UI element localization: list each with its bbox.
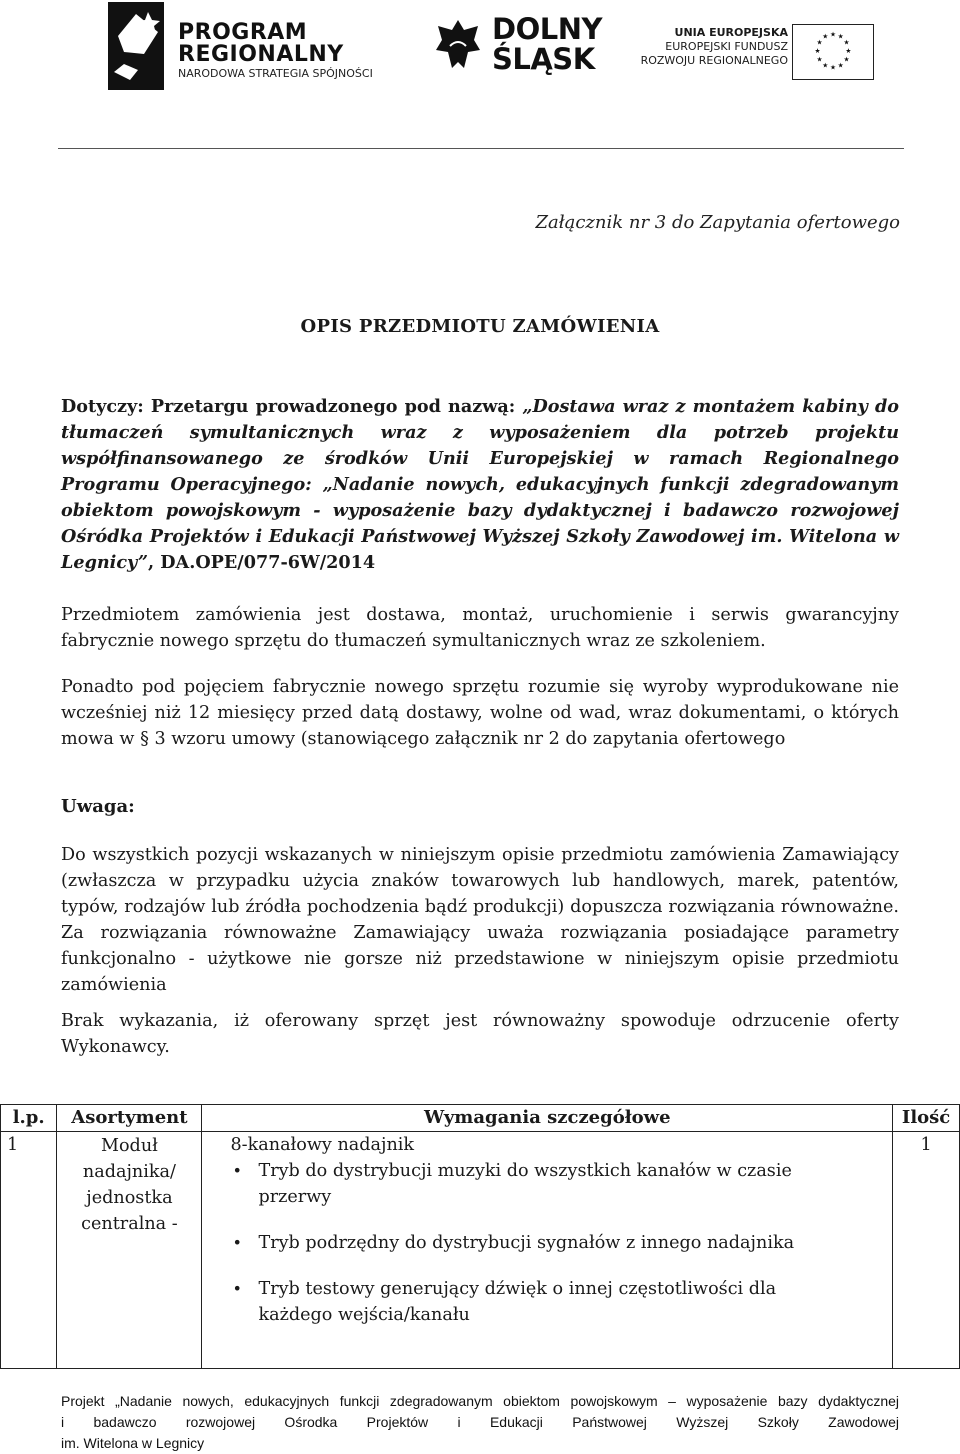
footer-line2: i badawczo rozwojowej Ośrodka Projektów i Edukacji Państwowej Wyższej Szkoły Zawodowej — [61, 1414, 899, 1430]
row-assortment: Moduł nadajnika/ jednostka centralna - — [57, 1132, 202, 1369]
footer-line3: im. Witelona w Legnicy — [61, 1435, 205, 1451]
eu-flag-icon — [792, 24, 874, 80]
tender-name: „Dostawa wraz z montażem kabiny do tłumaczeń symultanicznych wraz z wyposażeniem dla potrzeb projektu współfinansowanego ze środków Unii Europejskiej w ramach Regionalnego Programu Operacyjnego: „Nadanie nowych, edukacyjnych funkcji zdegradowanym obiektom powojskowym - wyposażenie bazy dydaktycznej i badawczo rozwojowej Ośródka Projektów i Edukacji Państwowej Wyższej Szkoły Zawodowej im. Witelona w Legnicy” — [61, 396, 899, 573]
svg-text:★: ★ — [816, 55, 823, 64]
rejection-paragraph: Brak wykazania, iż oferowany sprzęt jest równoważny spowoduje odrzucenie oferty Wykonawcy. — [61, 1011, 899, 1057]
svg-text:★: ★ — [843, 38, 850, 47]
subject-paragraph: Przedmiotem zamówienia jest dostawa, montaż, uruchomienie i serwis gwarancyjny fabrycznie nowego sprzętu do tłumaczeń symultanicznych wraz ze szkoleniem. — [61, 605, 899, 651]
dolny-slask-logo — [434, 14, 609, 86]
svg-text:★: ★ — [814, 46, 821, 55]
table-header-row — [1, 1105, 960, 1132]
program-logo-line3: NARODOWA STRATEGIA SPÓJNOŚCI — [178, 67, 373, 80]
concerns-paragraph — [61, 394, 899, 576]
row-lp: 1 — [1, 1132, 57, 1369]
feature-item: • Tryb do dystrybucji muzyki do wszystkich kanałów w czasie przerwy — [258, 1158, 892, 1210]
header-requirements: Wymagania szczegółowe — [202, 1105, 893, 1132]
svg-text:★: ★ — [822, 32, 829, 41]
svg-text:★: ★ — [837, 32, 844, 41]
program-logo-line2: REGIONALNY — [178, 42, 344, 67]
program-logo-line1: PROGRAM — [178, 20, 308, 45]
table-row — [1, 1132, 960, 1369]
eu-logo-line2: EUROPEJSKI FUNDUSZ — [665, 40, 788, 53]
feature-item: • Tryb testowy generujący dźwięk o innej częstotliwości dla każdego wejścia/kanału — [258, 1276, 892, 1328]
svg-text:★: ★ — [837, 61, 844, 70]
requirement-lead: 8-kanałowy nadajnik — [230, 1135, 415, 1155]
annex-label: Załącznik nr 3 do Zapytania ofertowego — [535, 212, 900, 233]
program-regionalny-logo — [108, 2, 378, 94]
feature-item: • Tryb podrzędny do dystrybucji sygnałów z innego nadajnika — [258, 1230, 892, 1256]
reference-number: , DA.OPE/077-6W/2014 — [148, 552, 376, 573]
feature-list — [230, 1158, 892, 1328]
requirements-table — [0, 1104, 960, 1369]
page-header — [0, 0, 960, 150]
region-logo-line1: DOLNY — [492, 12, 602, 46]
eu-logo-line3: ROZWOJU REGIONALNEGO — [640, 54, 788, 67]
eu-logo — [640, 24, 908, 80]
row-quantity: 1 — [893, 1132, 960, 1369]
header-assortment: Asortyment — [57, 1105, 202, 1132]
svg-text:★: ★ — [829, 30, 837, 39]
region-logo-line2: ŚLĄSK — [492, 42, 595, 76]
header-quantity: Ilość — [893, 1105, 960, 1132]
new-equipment-paragraph: Ponadto pod pojęciem fabrycznie nowego sprzętu rozumie się wyroby wyprodukowane nie wcześniej niż 12 miesięcy przed datą dostawy, wolne od wad, wraz dokumentami, o których mowa w § 3 wzoru umowy (stanowiącego załącznik nr 2 do zapytania ofertowego — [61, 677, 899, 749]
concerns-prefix: Dotyczy: Przetargu prowadzonego pod nazwą: — [61, 396, 523, 417]
eagle-crest-icon — [434, 16, 482, 76]
equivalence-paragraph: Do wszystkich pozycji wskazanych w niniejszym opisie przedmiotu zamówienia Zamawiający (zwłaszcza w przypadku użycia znaków towarowych lub handlowych, marek, patentów, typów, rodzajów lub źródła pochodzenia bądź produkcji) dopuszcza rozwiązania równoważne. Za rozwiązania równoważne Zamawiający uważa rozwiązania posiadające parametry funkcjonalno - użytkowe nie gorsze niż przedstawione w niniejszym opisie przedmiotu zamówienia — [61, 845, 899, 995]
svg-text:★: ★ — [845, 46, 852, 55]
document-title: OPIS PRZEDMIOTU ZAMÓWIENIA — [300, 316, 660, 337]
row-requirements — [202, 1132, 893, 1369]
note-label: Uwaga: — [61, 796, 135, 817]
header-divider — [58, 148, 904, 149]
header-lp: l.p. — [1, 1105, 57, 1132]
svg-text:★: ★ — [816, 38, 823, 47]
program-logo-icon — [108, 2, 164, 90]
svg-text:★: ★ — [829, 63, 837, 72]
eu-logo-line1: UNIA EUROPEJSKA — [674, 26, 788, 39]
svg-text:★: ★ — [822, 61, 829, 70]
page-footer — [61, 1391, 899, 1454]
svg-text:★: ★ — [843, 55, 850, 64]
footer-line1: Projekt „Nadanie nowych, edukacyjnych funkcji zdegradowanym obiektom powojskowym – wyposażenie bazy dydaktycznej — [61, 1393, 899, 1409]
